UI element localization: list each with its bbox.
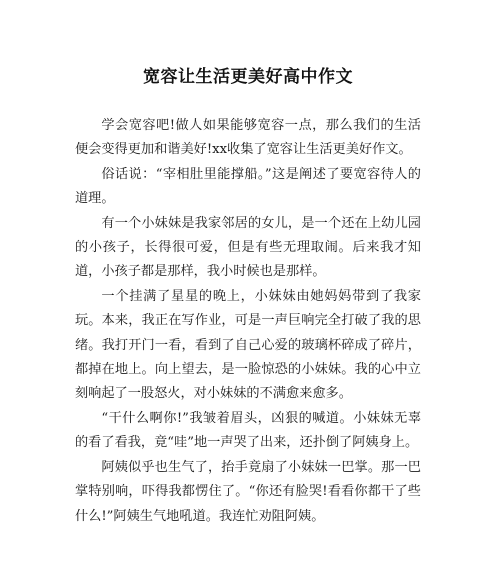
paragraph-2: 俗话说：“宰相肚里能撑船。”这是阐述了要宽容待人的道理。: [75, 166, 421, 207]
document-title: 宽容让生活更美好高中作文: [143, 67, 353, 87]
document-body: [75, 114, 421, 529]
paragraph-6: 阿姨似乎也生气了，抬手竟扇了小妹妹一巴掌。那一巴掌特别响，吓得我都愣住了。“你还有脸哭!看看你都干了些什么!”阿姨生气地吼道。我连忙劝阻阿姨。: [75, 459, 421, 524]
paragraph-3: 有一个小妹妹是我家邻居的女儿，是一个还在上幼儿园的小孩子，长得很可爱，但是有些无理取闹。后来我才知道，小孩子都是那样，我小时候也是那样。: [75, 215, 421, 280]
paragraph-4: 一个挂满了星星的晚上，小妹妹由她妈妈带到了我家玩。本来，我正在写作业，可是一声巨响完全打破了我的思绪。我打开门一看，看到了自己心爱的玻璃杯碎成了碎片，都掉在地上。向上望去，是一脸惊恐的小妹妹。我的心中立刻响起了一股怒火，对小妹妹的不满愈来愈多。: [75, 288, 421, 402]
paragraph-5: “干什么啊你!”我皱着眉头，凶狠的喊道。小妹妹无辜的看了看我，竟“哇”地一声哭了出来，还扑倒了阿姨身上。: [75, 410, 421, 451]
paragraph-1: 学会宽容吧!做人如果能够宽容一点，那么我们的生活便会变得更加和谐美好!xx收集了宽容让生活更美好作文。: [75, 118, 421, 158]
